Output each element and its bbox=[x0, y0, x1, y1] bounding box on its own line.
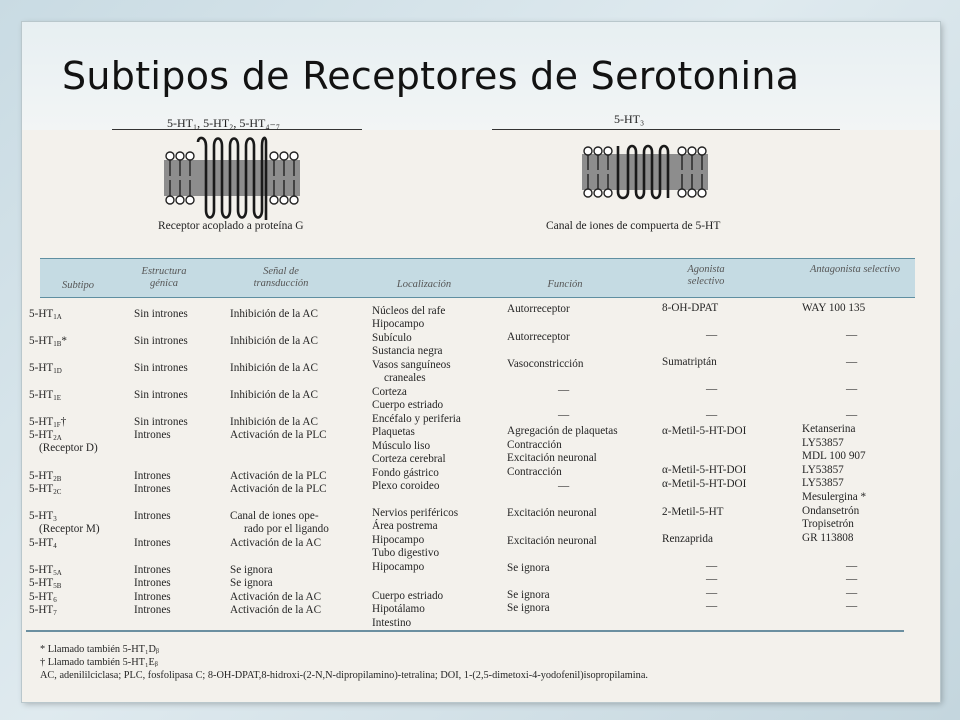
estructura-cell: Sin intrones bbox=[134, 362, 188, 374]
agonista-cell: — bbox=[706, 600, 718, 612]
header-localizacion: Localización bbox=[396, 279, 452, 290]
localizacion-cell: Fondo gástrico bbox=[372, 467, 439, 479]
funcion-cell: — bbox=[558, 409, 570, 421]
subtipo-cell bbox=[29, 335, 67, 352]
funcion-cell: Excitación neuronal bbox=[507, 507, 597, 519]
subtipo-base: 5-HT bbox=[29, 537, 54, 549]
funcion-cell: Contracción bbox=[507, 466, 562, 478]
estructura-cell: Intrones bbox=[134, 537, 171, 549]
subtipo-cell bbox=[39, 442, 98, 459]
figure-right-rule bbox=[492, 129, 840, 130]
localizacion-cell: Corteza cerebral bbox=[372, 453, 446, 465]
senal-cell: Activación de la PLC bbox=[230, 470, 327, 482]
subtipo-suffix: * bbox=[61, 335, 67, 347]
estructura-cell: Intrones bbox=[134, 510, 171, 522]
antagonista-cell: Tropisetrón bbox=[802, 518, 854, 530]
localizacion-cell: Cuerpo estriado bbox=[372, 399, 444, 411]
subtipo-sub: 1D bbox=[53, 367, 62, 375]
funcion-cell: Se ignora bbox=[507, 589, 550, 601]
senal-cell: Inhibición de la AC bbox=[230, 308, 318, 320]
estructura-cell: Intrones bbox=[134, 604, 171, 616]
header-subtipo: Subtipo bbox=[61, 280, 95, 291]
footnote-1: * Llamado también 5-HT₁Dᵦ bbox=[40, 644, 159, 655]
figure-right-label: 5-HT₃ bbox=[614, 112, 645, 126]
antagonista-cell: Mesulergina * bbox=[802, 491, 867, 503]
ion-channel-membrane-diagram bbox=[580, 142, 710, 202]
subtipo-cell bbox=[29, 308, 62, 325]
agonista-cell: α-Metil-5-HT-DOI bbox=[662, 425, 747, 437]
agonista-cell: — bbox=[706, 329, 718, 341]
estructura-cell: Intrones bbox=[134, 483, 171, 495]
subtipo-sub: 6 bbox=[53, 596, 57, 604]
senal-cell: Inhibición de la AC bbox=[230, 362, 318, 374]
subtipo-base: (Receptor D) bbox=[39, 442, 98, 454]
localizacion-cell: Hipotálamo bbox=[372, 603, 425, 615]
footnote-abbreviations: AC, adenililciclasa; PLC, fosfolipasa C; 8-OH-DPAT,8-hidroxi-(2-N,N-dipropilamino)-tetralina; DOI, 1-(2,5-dimetoxi-4-yodofenil)isopropilamina. bbox=[40, 670, 648, 681]
funcion-cell: Autorreceptor bbox=[507, 303, 570, 315]
antagonista-cell: — bbox=[846, 409, 858, 421]
subtipo-base: 5-HT bbox=[29, 308, 54, 320]
senal-cell: Se ignora bbox=[230, 564, 273, 576]
agonista-cell: Sumatriptán bbox=[662, 356, 717, 368]
subtipo-suffix: † bbox=[60, 416, 67, 428]
antagonista-cell: — bbox=[846, 600, 858, 612]
subtipo-base: 5-HT bbox=[29, 510, 54, 522]
localizacion-cell: craneales bbox=[384, 372, 426, 384]
localizacion-cell: Subículo bbox=[372, 332, 412, 344]
antagonista-cell: MDL 100 907 bbox=[802, 450, 866, 462]
senal-cell: Inhibición de la AC bbox=[230, 389, 318, 401]
senal-cell: rado por el ligando bbox=[244, 523, 329, 535]
subtipo-cell bbox=[29, 604, 57, 621]
funcion-cell: Excitación neuronal bbox=[507, 452, 597, 464]
antagonista-cell: Ondansetrón bbox=[802, 505, 860, 517]
subtipo-sub: 5B bbox=[53, 582, 62, 590]
estructura-cell: Sin intrones bbox=[134, 389, 188, 401]
senal-cell: Activación de la AC bbox=[230, 604, 322, 616]
senal-cell: Activación de la PLC bbox=[230, 483, 327, 495]
subtipo-base: 5-HT bbox=[29, 591, 54, 603]
subtipo-cell bbox=[29, 389, 61, 406]
agonista-cell: 2-Metil-5-HT bbox=[662, 506, 724, 518]
agonista-cell: 8-OH-DPAT bbox=[662, 302, 719, 314]
antagonista-cell: LY53857 bbox=[802, 437, 844, 449]
agonista-cell: — bbox=[706, 383, 718, 395]
subtipo-sub: 5A bbox=[53, 569, 62, 577]
estructura-cell: Intrones bbox=[134, 564, 171, 576]
estructura-cell: Sin intrones bbox=[134, 308, 188, 320]
subtipo-sub: 1E bbox=[53, 394, 62, 402]
estructura-cell: Sin intrones bbox=[134, 416, 188, 428]
localizacion-cell: Sustancia negra bbox=[372, 345, 443, 357]
header-senal: Señal de transducción bbox=[253, 266, 309, 289]
funcion-cell: — bbox=[558, 384, 570, 396]
subtipo-sub: 3 bbox=[53, 515, 57, 523]
localizacion-cell: Área postrema bbox=[372, 520, 438, 532]
localizacion-cell: Corteza bbox=[372, 386, 407, 398]
antagonista-cell: — bbox=[846, 356, 858, 368]
funcion-cell: — bbox=[558, 480, 570, 492]
subtipo-sub: 7 bbox=[53, 609, 57, 617]
senal-cell: Inhibición de la AC bbox=[230, 416, 318, 428]
table-bottom-rule bbox=[26, 630, 904, 632]
agonista-cell: Renzaprida bbox=[662, 533, 713, 545]
antagonista-cell: — bbox=[846, 573, 858, 585]
localizacion-cell: Plaquetas bbox=[372, 426, 415, 438]
localizacion-cell: Hipocampo bbox=[372, 561, 425, 573]
header-antagonista: Antagonista selectivo bbox=[809, 264, 901, 275]
funcion-cell: Excitación neuronal bbox=[507, 535, 597, 547]
subtipo-base: 5-HT bbox=[29, 335, 54, 347]
subtipo-base: 5-HT bbox=[29, 483, 54, 495]
senal-cell: Activación de la AC bbox=[230, 591, 322, 603]
table-header-band bbox=[40, 258, 915, 298]
subtipo-sub: 4 bbox=[53, 542, 57, 550]
senal-cell: Inhibición de la AC bbox=[230, 335, 318, 347]
subtipo-cell bbox=[29, 483, 61, 500]
estructura-cell: Intrones bbox=[134, 470, 171, 482]
antagonista-cell: — bbox=[846, 383, 858, 395]
antagonista-cell: Ketanserina bbox=[802, 423, 856, 435]
figure-left-label: 5-HT₁, 5-HT₂, 5-HT₄₋₇ bbox=[167, 116, 281, 130]
agonista-cell: — bbox=[706, 573, 718, 585]
gpcr-membrane-diagram bbox=[162, 136, 302, 226]
header-estructura: Estructura génica bbox=[141, 266, 187, 289]
estructura-cell: Intrones bbox=[134, 591, 171, 603]
antagonista-cell: WAY 100 135 bbox=[802, 302, 866, 314]
localizacion-cell: Núcleos del rafe bbox=[372, 305, 446, 317]
subtipo-sub: 2B bbox=[53, 475, 62, 483]
slide-title: Subtipos de Receptores de Serotonina bbox=[62, 54, 800, 98]
antagonista-cell: — bbox=[846, 560, 858, 572]
funcion-cell: Contracción bbox=[507, 439, 562, 451]
antagonista-cell: LY53857 bbox=[802, 464, 844, 476]
subtipo-base: 5-HT bbox=[29, 389, 54, 401]
localizacion-cell: Intestino bbox=[372, 617, 412, 629]
figure-right-caption: Canal de iones de compuerta de 5-HT bbox=[546, 220, 721, 232]
agonista-cell: — bbox=[706, 560, 718, 572]
subtipo-base: 5-HT bbox=[29, 470, 54, 482]
subtipo-sub: 2C bbox=[53, 488, 62, 496]
subtipo-base: 5-HT bbox=[29, 564, 54, 576]
header-agonista: Agonista selectivo bbox=[687, 264, 725, 287]
senal-cell: Se ignora bbox=[230, 577, 273, 589]
subtipo-cell bbox=[29, 537, 57, 554]
localizacion-cell: Músculo liso bbox=[372, 440, 431, 452]
senal-cell: Activación de la AC bbox=[230, 537, 322, 549]
localizacion-cell: Cuerpo estriado bbox=[372, 590, 444, 602]
funcion-cell: Se ignora bbox=[507, 562, 550, 574]
estructura-cell: Sin intrones bbox=[134, 335, 188, 347]
subtipo-base: 5-HT bbox=[29, 577, 54, 589]
header-funcion: Función bbox=[547, 279, 583, 290]
localizacion-cell: Vasos sanguíneos bbox=[372, 359, 451, 371]
funcion-cell: Se ignora bbox=[507, 602, 550, 614]
localizacion-cell: Encéfalo y periferia bbox=[372, 413, 461, 425]
subtipo-cell bbox=[29, 362, 62, 379]
localizacion-cell: Plexo coroideo bbox=[372, 480, 440, 492]
antagonista-cell: GR 113808 bbox=[802, 532, 854, 544]
funcion-cell: Vasoconstricción bbox=[507, 358, 584, 370]
subtipo-base: 5-HT bbox=[29, 362, 54, 374]
subtipo-base: 5-HT bbox=[29, 416, 54, 428]
localizacion-cell: Tubo digestivo bbox=[372, 547, 440, 559]
funcion-cell: Autorreceptor bbox=[507, 331, 570, 343]
subtipo-sub: 1A bbox=[53, 313, 62, 321]
antagonista-cell: — bbox=[846, 587, 858, 599]
subtipo-sub: 1F bbox=[53, 421, 61, 429]
senal-cell: Activación de la PLC bbox=[230, 429, 327, 441]
localizacion-cell: Hipocampo bbox=[372, 534, 425, 546]
localizacion-cell: Nervios periféricos bbox=[372, 507, 459, 519]
agonista-cell: α-Metil-5-HT-DOI bbox=[662, 478, 747, 490]
antagonista-cell: — bbox=[846, 329, 858, 341]
agonista-cell: — bbox=[706, 409, 718, 421]
figure-left-caption: Receptor acoplado a proteína G bbox=[158, 220, 304, 232]
subtipo-base: (Receptor M) bbox=[39, 523, 100, 535]
subtipo-base: 5-HT bbox=[29, 429, 54, 441]
estructura-cell: Intrones bbox=[134, 577, 171, 589]
senal-cell: Canal de iones ope- bbox=[230, 510, 319, 522]
agonista-cell: α-Metil-5-HT-DOI bbox=[662, 464, 747, 476]
antagonista-cell: LY53857 bbox=[802, 477, 844, 489]
agonista-cell: — bbox=[706, 587, 718, 599]
footnote-2: † Llamado también 5-HT₁Eᵦ bbox=[40, 657, 158, 668]
funcion-cell: Agregación de plaquetas bbox=[507, 425, 618, 437]
subtipo-base: 5-HT bbox=[29, 604, 54, 616]
subtipo-sub: 2A bbox=[53, 434, 62, 442]
subtipo-sub: 1B bbox=[53, 340, 62, 348]
estructura-cell: Intrones bbox=[134, 429, 171, 441]
localizacion-cell: Hipocampo bbox=[372, 318, 425, 330]
